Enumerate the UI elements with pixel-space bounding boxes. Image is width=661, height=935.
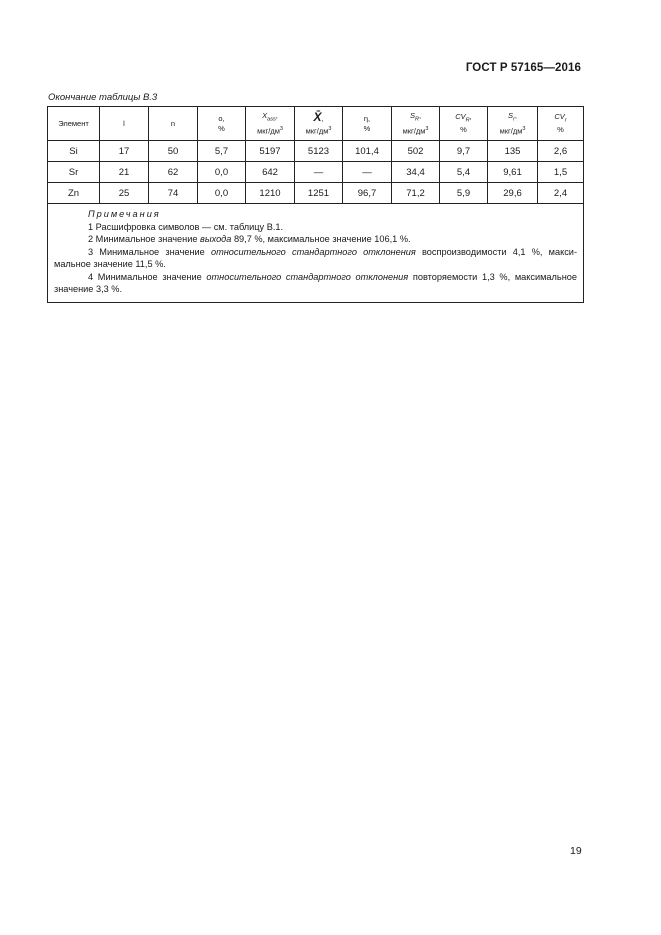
cell: 642 [246,162,295,183]
page-number: 19 [570,845,582,857]
notes-row [48,204,584,303]
cell: 5123 [295,141,343,162]
cell: 21 [100,162,149,183]
cell: 29,6 [488,183,538,204]
table-caption: Окончание таблицы В.3 [48,92,158,103]
header-x-mean: X̄, мкг/$дм^3$ [295,107,343,141]
cell: 2,6 [538,141,584,162]
cell: Sr [48,162,100,183]
header-n: n [149,107,198,141]
header-cv-repro: $CV_R$, % [440,107,488,141]
note-1: 1 Расшифровка символов — см. таблицу В.1. [88,221,284,232]
cell: Zn [48,183,100,204]
cell: 74 [149,183,198,204]
cell: 135 [488,141,538,162]
results-table [47,106,584,303]
header-cv-repeat: $CV_r$ % [538,107,584,141]
cell: — [343,162,392,183]
notes-heading: Примечания [88,209,161,219]
table-row [48,183,584,204]
cell: 5197 [246,141,295,162]
cell: 50 [149,141,198,162]
cell: 0,0 [198,162,246,183]
cell: 34,4 [392,162,440,183]
cell: 1,5 [538,162,584,183]
note-3: 3 Минимальное значение относительного стандартного отклонения воспроизводимости 4,1 %, максимальное значение 11,5 %. [54,246,577,269]
note-2: 2 Минимальное значение выхода 89,7 %, максимальное значение 106,1 %. [88,234,411,244]
table-header-row [48,107,584,141]
header-o: o, % [198,107,246,141]
cell: 17 [100,141,149,162]
note-4: 4 Минимальное значение относительного стандартного отклонения повторяемости 1,3 %, максимальное значение 3,3 %. [54,271,577,294]
cell: 71,2 [392,183,440,204]
cell: 1251 [295,183,343,204]
cell: — [295,162,343,183]
header-x-ass: $X_{ass}$, мкг/$дм^3$ [246,107,295,141]
cell: 25 [100,183,149,204]
cell: 9,61 [488,162,538,183]
cell: 502 [392,141,440,162]
table-row [48,141,584,162]
standard-number: ГОСТ Р 57165—2016 [465,62,581,74]
cell: Si [48,141,100,162]
cell: 62 [149,162,198,183]
cell: 5,7 [198,141,246,162]
header-l: l [100,107,149,141]
cell: 2,4 [538,183,584,204]
header-s-repeat: $S_r$, мкг/$дм^3$ [488,107,538,141]
cell: 101,4 [343,141,392,162]
cell: 5,9 [440,183,488,204]
header-s-repro: $S_R$, мкг/$дм^3$ [392,107,440,141]
notes-block [48,204,584,303]
cell: 9,7 [440,141,488,162]
cell: 0,0 [198,183,246,204]
cell: 1210 [246,183,295,204]
header-element: Элемент [48,107,100,141]
header-eta: η, % [343,107,392,141]
table-row [48,162,584,183]
cell: 5,4 [440,162,488,183]
cell: 96,7 [343,183,392,204]
